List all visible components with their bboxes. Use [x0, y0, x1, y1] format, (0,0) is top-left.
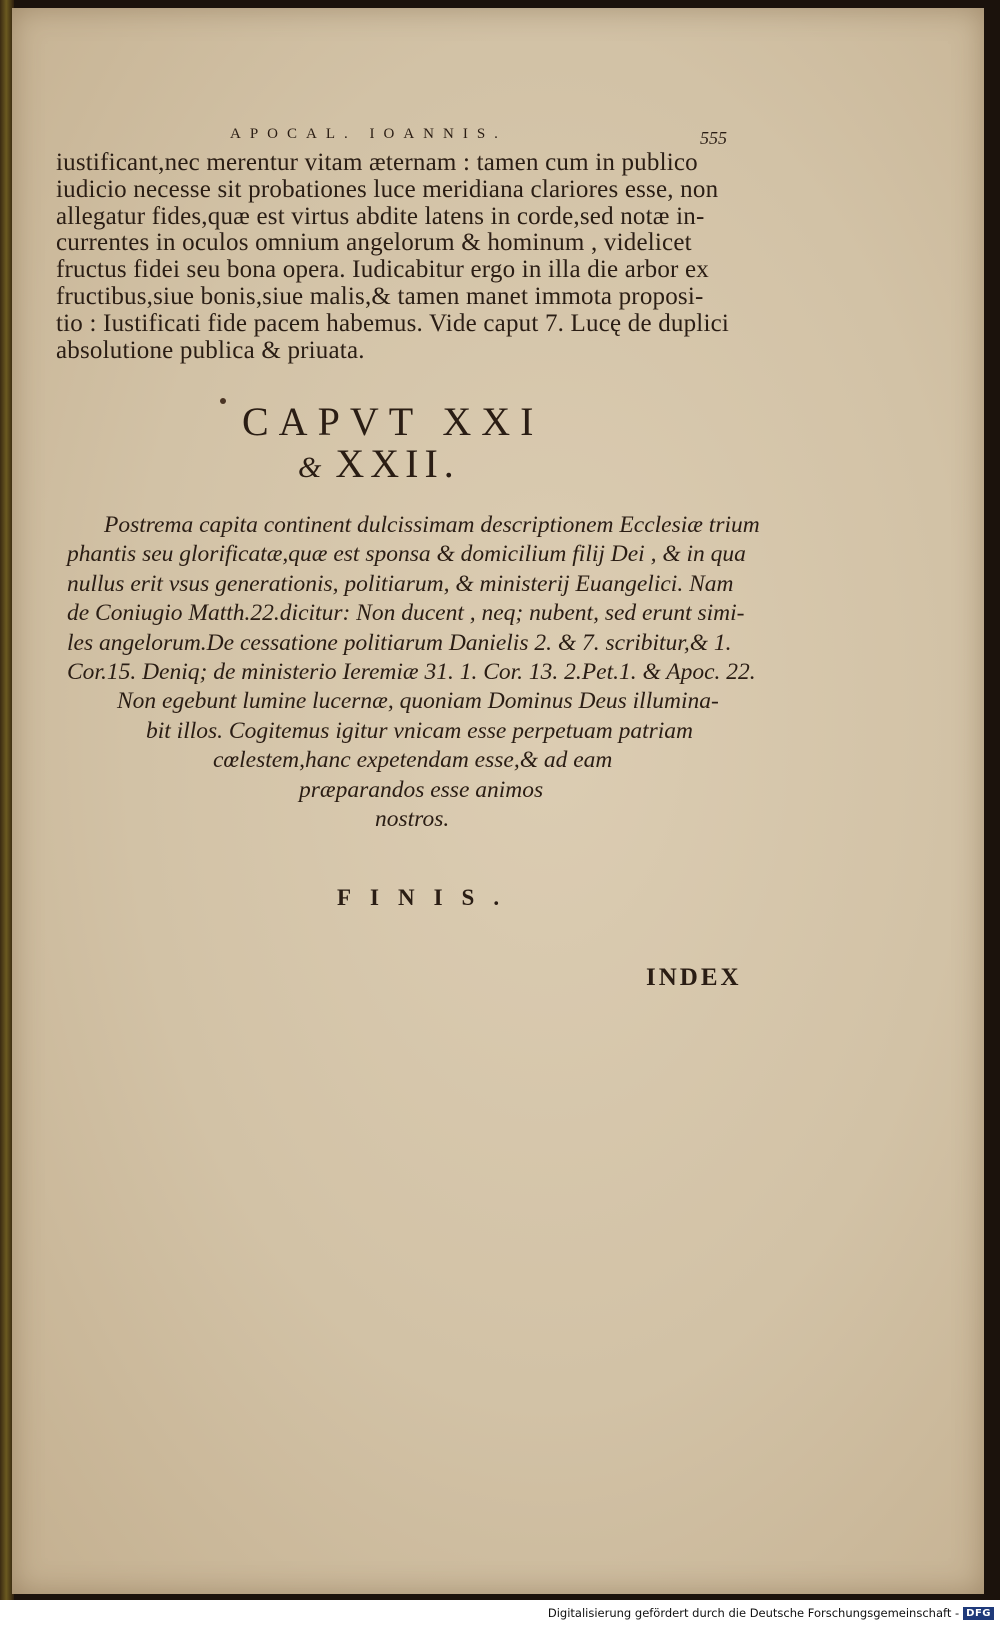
summary-line: Cor.15. Deniq; de ministerio Ieremiæ 31. 1. Cor. 13. 2.Pet.1. & Apoc. 22. — [67, 659, 756, 686]
summary-line: bit illos. Cogitemus igitur vnicam esse perpetuam patriam — [146, 717, 693, 744]
chapter-heading-number: XXII. — [335, 441, 460, 486]
page-number: 555 — [700, 128, 727, 148]
book-page — [12, 8, 984, 1594]
body-line: currentes in oculos omnium angelorum & hominum , videlicet — [56, 229, 692, 257]
summary-line: nostros. — [375, 806, 450, 833]
catchword: INDEX — [646, 964, 742, 991]
chapter-summary — [67, 511, 760, 834]
body-line: absolutione publica & priuata. — [56, 336, 365, 364]
summary-line: cœlestem,hanc expetendam esse,& ad eam — [213, 747, 613, 774]
summary-line: Non egebunt lumine lucernæ, quoniam Dominus Deus illumina- — [117, 688, 719, 715]
finis-mark: FINIS. — [337, 885, 519, 910]
summary-line: nullus erit vsus generationis, politiarum, & ministerij Euangelici. Nam — [67, 570, 734, 597]
body-line: fructibus,siue bonis,siue malis,& tamen manet immota proposi- — [56, 282, 704, 310]
chapter-heading-continued — [298, 440, 460, 487]
chapter-heading: CAPVT XXI — [242, 399, 544, 444]
body-line: tio : Iustificati fide pacem habemus. Vide caput 7. Lucę de duplici — [56, 309, 730, 337]
body-line: fructus fidei seu bona opera. Iudicabitur ergo in illa die arbor ex — [56, 256, 709, 284]
summary-line: les angelorum.De cessatione politiarum Danielis 2. & 7. scribitur,& 1. — [67, 629, 732, 656]
summary-line: de Coniugio Matth.22.dicitur: Non ducent , neq; nubent, sed erunt simi- — [67, 600, 745, 627]
body-line: iudicio necesse sit probationes luce meridiana clariores esse, non — [56, 175, 719, 203]
body-text — [56, 150, 756, 364]
summary-line: phantis seu glorificatæ,quæ est sponsa & domicilium filij Dei , & in qua — [67, 541, 746, 568]
body-line: iustificant,nec merentur vitam æternam : tamen cum in publico — [56, 149, 698, 176]
running-head: APOCAL. IOANNIS. — [230, 126, 507, 142]
credit-text: Digitalisierung gefördert durch die Deutsche Forschungsgemeinschaft - — [547, 1606, 960, 1620]
ink-spot — [220, 398, 226, 404]
ampersand: & — [298, 451, 322, 484]
body-line: allegatur fides,quæ est virtus abdite latens in corde,sed notæ in- — [56, 202, 705, 230]
dfg-logo: DFG — [963, 1607, 994, 1620]
digitization-credit — [547, 1603, 994, 1623]
summary-line: Postrema capita continent dulcissimam descriptionem Ecclesiæ trium — [104, 512, 760, 538]
summary-line: præparandos esse animos — [299, 776, 544, 803]
